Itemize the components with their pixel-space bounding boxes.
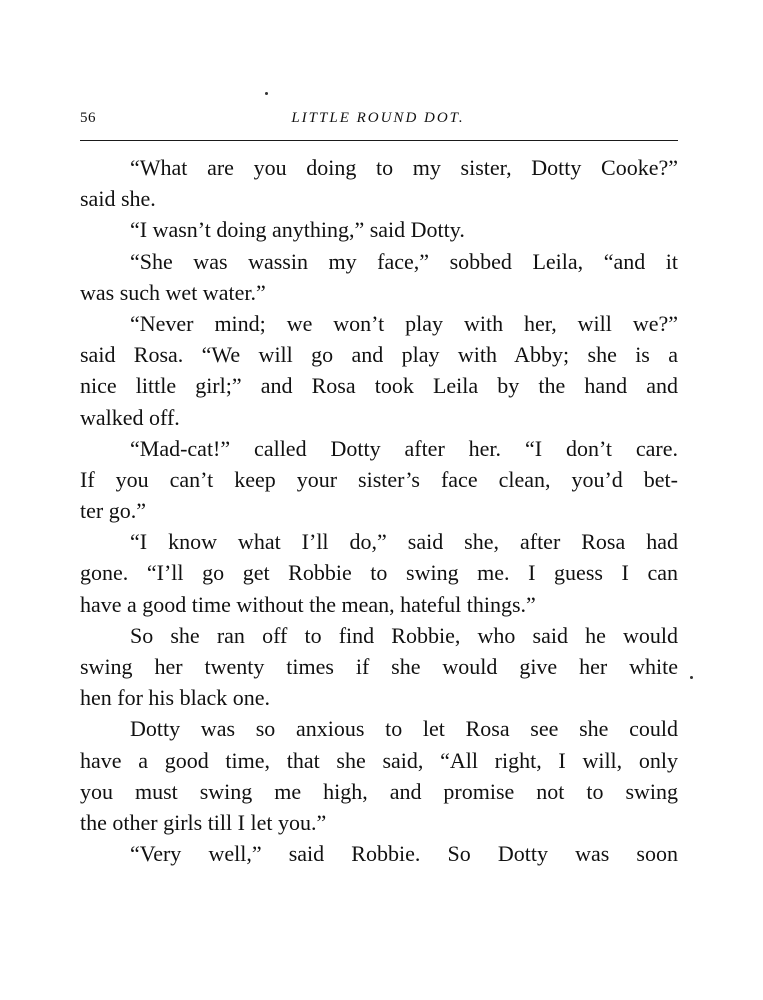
- body-text: [80, 152, 678, 869]
- text-line: swing her twenty times if she would give her white: [80, 654, 678, 679]
- text-line: If you can’t keep your sister’s face clean, you’d bet-: [80, 466, 678, 492]
- page-number: 56: [80, 110, 96, 126]
- text-line: “I know what I’ll do,” said she, after Rosa had: [130, 529, 678, 555]
- text-line: “Very well,” said Robbie. So Dotty was soon: [130, 841, 678, 867]
- text-line: ter go.”: [80, 498, 146, 524]
- text-line: “Never mind; we won’t play with her, will we?”: [130, 310, 678, 336]
- running-head: LITTLE ROUND DOT.: [291, 110, 465, 126]
- text-line: “What are you doing to my sister, Dotty Cooke?”: [130, 155, 678, 180]
- text-line: “I wasn’t doing anything,” said Dotty.: [130, 217, 465, 243]
- ink-speck: [265, 92, 268, 95]
- text-line: have a good time, that she said, “All right, I will, only: [80, 747, 678, 773]
- text-line: So she ran off to find Robbie, who said he would: [130, 622, 678, 648]
- text-line: walked off.: [80, 404, 180, 430]
- text-line: you must swing me high, and promise not to swing: [80, 778, 678, 804]
- text-line: said she.: [80, 186, 156, 212]
- text-line: have a good time without the mean, hateful things.”: [80, 591, 536, 617]
- text-line: said Rosa. “We will go and play with Abby; she is a: [80, 342, 678, 368]
- text-line: Dotty was so anxious to let Rosa see she could: [130, 716, 678, 742]
- text-line: was such wet water.”: [80, 279, 266, 305]
- text-line: “Mad-cat!” called Dotty after her. “I don’t care.: [130, 435, 678, 461]
- text-line: nice little girl;” and Rosa took Leila by the hand and: [80, 373, 678, 399]
- page-header: [80, 110, 676, 130]
- text-line: the other girls till I let you.”: [80, 809, 327, 835]
- text-line: hen for his black one.: [80, 685, 270, 711]
- margin-dot: [690, 676, 693, 679]
- text-line: “She was wassin my face,” sobbed Leila, “and it: [130, 248, 678, 274]
- text-line: gone. “I’ll go get Robbie to swing me. I guess I can: [80, 560, 678, 586]
- header-rule: [80, 140, 678, 141]
